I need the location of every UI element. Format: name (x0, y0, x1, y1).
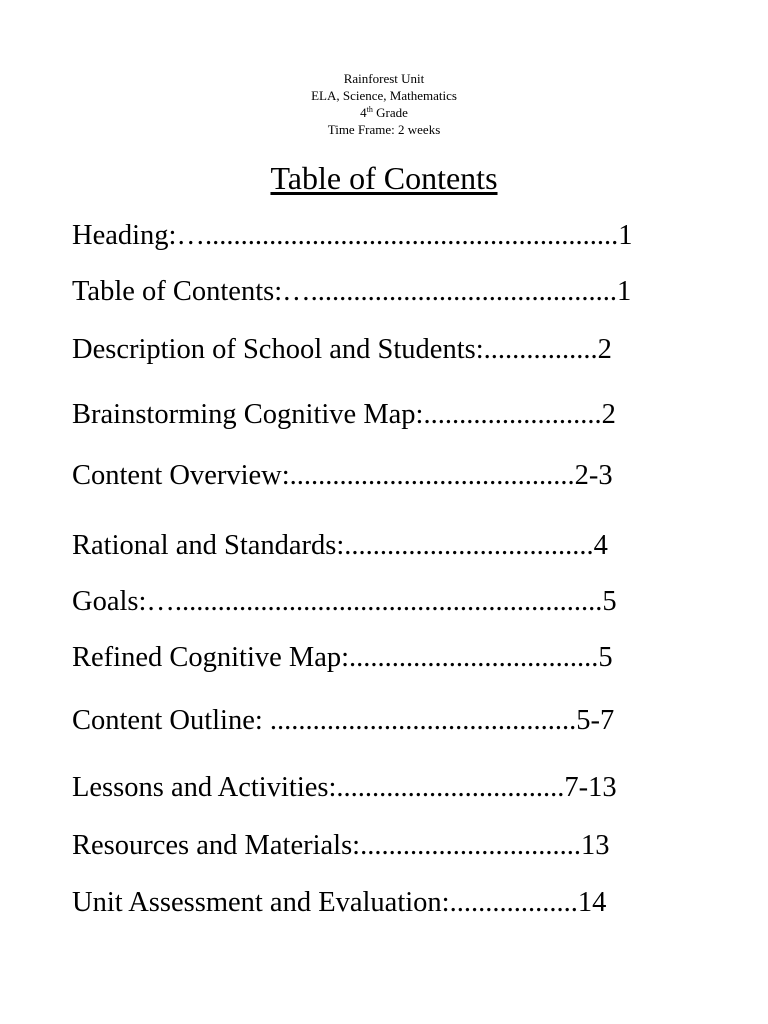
toc-entry-content-overview: Content Overview:........................................2-3 (72, 460, 613, 491)
grade-word: Grade (372, 105, 408, 120)
toc-entry-content-outline: Content Outline: ...........................................5-7 (72, 705, 615, 736)
document-header (0, 70, 768, 138)
toc-entry-refined-map: Refined Cognitive Map:...................................5 (72, 642, 613, 673)
time-frame-line: Time Frame: 2 weeks (327, 122, 441, 137)
subjects-line: ELA, Science, Mathematics (311, 88, 457, 103)
toc-entry-lessons-activities: Lessons and Activities:................................7-13 (72, 772, 617, 803)
toc-entry-unit-assessment: Unit Assessment and Evaluation:..................14 (72, 887, 607, 918)
toc-entry-rational-standards: Rational and Standards:...................................4 (72, 530, 608, 561)
toc-entry-heading: Heading:…..........................................................1 (72, 220, 633, 251)
toc-entry-description-of-school: Description of School and Students:................2 (72, 334, 612, 365)
page-title (0, 158, 768, 198)
grade-line (0, 104, 768, 121)
toc-entry-brainstorming-map: Brainstorming Cognitive Map:.........................2 (72, 399, 616, 430)
grade-number: 4 (360, 105, 367, 120)
grade-suffix: th (366, 105, 373, 114)
page-title-text: Table of Contents (270, 160, 498, 196)
toc-entry-resources-materials: Resources and Materials:...............................13 (72, 830, 610, 861)
toc-entry-table-of-contents: Table of Contents:…...........................................1 (72, 276, 632, 307)
unit-name: Rainforest Unit (343, 71, 425, 86)
toc-entry-goals: Goals:…............................................................5 (72, 586, 617, 617)
